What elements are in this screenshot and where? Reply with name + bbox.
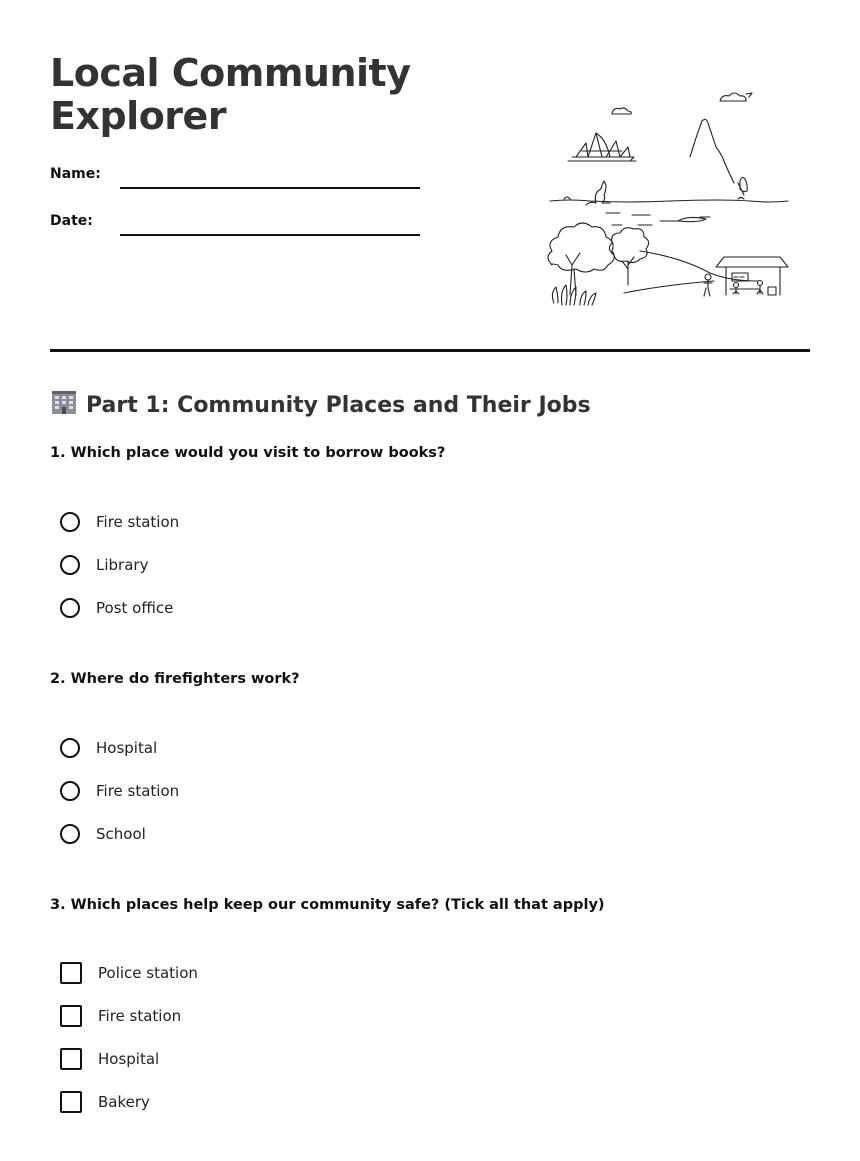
radio-button[interactable]: [60, 512, 80, 532]
radio-button[interactable]: [60, 781, 80, 801]
office-building-icon: [50, 388, 78, 422]
option-label: Fire station: [96, 513, 180, 531]
option-label: Bakery: [98, 1093, 150, 1111]
question-3: 3. Which places help keep our community safe? (Tick all that apply): [50, 897, 605, 913]
option-hospital[interactable]: [60, 1047, 159, 1071]
option-label: School: [96, 825, 146, 843]
community-landscape-illustration: [540, 85, 792, 310]
name-label: Name:: [50, 166, 101, 182]
question-1: 1. Which place would you visit to borrow books?: [50, 445, 446, 461]
date-field[interactable]: [120, 234, 420, 236]
option-school[interactable]: [60, 822, 146, 846]
title-line-1: Local Community: [50, 51, 411, 95]
question-2: 2. Where do firefighters work?: [50, 671, 300, 687]
option-fire-station[interactable]: [60, 1004, 181, 1028]
option-post-office[interactable]: [60, 596, 173, 620]
checkbox[interactable]: [60, 962, 82, 984]
option-police-station[interactable]: [60, 961, 198, 985]
option-bakery[interactable]: [60, 1090, 150, 1114]
option-hospital[interactable]: [60, 736, 157, 760]
name-field[interactable]: [120, 187, 420, 189]
option-label: Post office: [96, 599, 174, 617]
radio-button[interactable]: [60, 555, 80, 575]
title-line-2: Explorer: [50, 94, 227, 138]
option-label: Fire station: [96, 782, 180, 800]
option-label: Fire station: [98, 1007, 182, 1025]
page-title: [50, 52, 470, 138]
checkbox[interactable]: [60, 1091, 82, 1113]
option-label: Library: [96, 556, 149, 574]
section-title-text: Part 1: Community Places and Their Jobs: [86, 392, 591, 418]
section-title-part-1: [50, 390, 591, 420]
option-fire-station[interactable]: [60, 510, 179, 534]
radio-button[interactable]: [60, 738, 80, 758]
option-label: Police station: [98, 964, 198, 982]
radio-button[interactable]: [60, 824, 80, 844]
option-label: Hospital: [98, 1050, 160, 1068]
option-label: Hospital: [96, 739, 158, 757]
option-fire-station[interactable]: [60, 779, 179, 803]
date-label: Date:: [50, 213, 93, 229]
header-divider: [50, 349, 810, 352]
option-library[interactable]: [60, 553, 148, 577]
checkbox[interactable]: [60, 1005, 82, 1027]
radio-button[interactable]: [60, 598, 80, 618]
checkbox[interactable]: [60, 1048, 82, 1070]
